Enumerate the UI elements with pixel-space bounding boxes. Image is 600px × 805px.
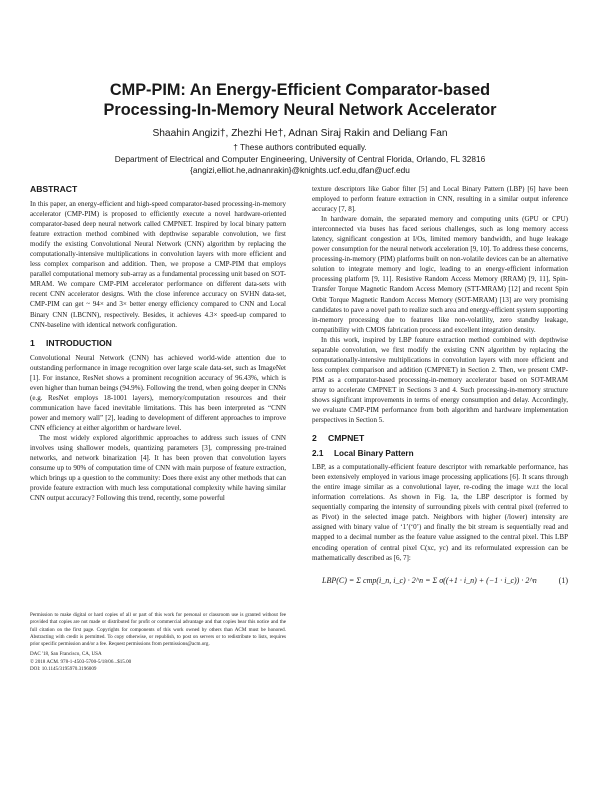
right-column bbox=[312, 184, 568, 604]
subsection-number: 2.1 bbox=[312, 449, 324, 459]
intro-paragraph-4: In hardware domain, the separated memory and computing units (GPU or CPU) interconnected via buses has faced serious challenges, such as long memory access latency, significant congestion at I/Os, limited memory bandwidth, and huge leakage power consumption for the neural network acceleration [9, 10]. To address these concerns, processing-in-memory (PIM) platforms built on non-volatile devices can be an alternative solution to integrate memory and logic, leading to an energy-efficient information processing platform [9, 11]. Resistive Random Access Memory (RRAM) [9, 11], Spin-Transfer Torque Magnetic Random Access Memory (STT-MRAM) [12] and recent Spin Orbit Torque Magnetic Random Access Memory (SOT-MRAM) [13] are very promising candidates to pave a novel path to realize such area and energy-efficient system supporting in-memory processing due to features like non-volatility, zero standby leakage, compatibility with CMOS fabrication process and excellent integration density. bbox=[312, 215, 568, 334]
lbp-paragraph: LBP, as a computationally-efficient feature descriptor with remarkable performance, has been extensively employed in various image processing applications [6]. It scans through the entire image similar as a convolutional layer, re-coding the image w.r.t the local information correlations. As shown in Fig. 1a, the LBP descriptor is formed by sequentially comparing the intensity of surrounding pixels with central pixel (referred to as Pivot) in the selected image patch. Neighbors with higher (/lower) intensity are assigned with binary value of ‘1’(‘0’) and finally the bit stream is sequentially read and mapped to a decimal number as the feature value assigned to the central pixel. This LBP encoding operation of central pixel C(xc, yc) and its reformulated expression can be mathematically described as [6, 7]: bbox=[312, 463, 568, 562]
title-line-1: CMP-PIM: An Energy-Efficient Comparator-based bbox=[109, 81, 491, 99]
affiliation: Department of Electrical and Computer Engineering, University of Central Florida, Orlando, FL 32816 bbox=[114, 153, 486, 164]
copyright-line: © 2018 ACM. 978-1-4503-5700-5/18/06...$15.00 bbox=[30, 658, 132, 665]
abstract-text: In this paper, an energy-efficient and high-speed comparator-based processing-in-memory accelerator (CMP-PIM) is proposed to efficiently execute a novel hardware-oriented comparator-based deep neural network called CMPNET. Inspired by local binary pattern feature extraction method combined with depthwise separable convolution, we first modify the existing Convolutional Neural Network (CNN) algorithm by replacing the computationally-intensive multiplications in convolution layers with more efficient and less complex comparison and addition. Then, we propose a CMP-PIM that employs parallel computational memory sub-array as a fundamental processing unit based on SOT-MRAM. We compare CMP-PIM accelerator performance on different data-sets with recent CNN accelerator designs. With the close inference accuracy on SVHN data-set, CMP-PIM can get ~ 94× and 3× better energy efficiency compared to CNN and Local Binary CNN (LBCNN), respectively. Besides, it achieves 4.3× speed-up compared to CNN-baseline with identical network configuration. bbox=[30, 200, 286, 329]
equal-contribution-note: † These authors contributed equally. bbox=[233, 142, 367, 152]
title-line-2: Processing-In-Memory Neural Network Accelerator bbox=[103, 101, 497, 119]
section-title: CMPNET bbox=[328, 433, 365, 444]
permission-footnote bbox=[30, 612, 286, 673]
equation-1 bbox=[312, 570, 568, 604]
left-column bbox=[30, 184, 286, 503]
intro-paragraph-3: texture descriptors like Gabor filter [5] and Local Binary Pattern (LBP) [6] have been employed to perform feature extraction in CNN, resulting in a similar output inference accuracy [7, 8]. bbox=[312, 185, 568, 214]
permission-text: Permission to make digital or hard copies of all or part of this work for personal or classroom use is granted without fee provided that copies are not made or distributed for profit or commercial advantage and that copies bear this notice and the full citation on the first page. Copyrights for components of this work owned by others than ACM must be honored. Abstracting with credit is permitted. To copy otherwise, or republish, to post on servers or to redistribute to lists, requires prior specific permission and/or a fee. Request permissions from permissions@acm.org. bbox=[30, 612, 286, 648]
intro-paragraph-1: Convolutional Neural Network (CNN) has achieved world-wide attention due to outstanding performance in image recognition over large scale data-set, such as ImageNet [1]. For instance, ResNet shows a prominent recognition accuracy of 96.43%, which is even higher than human beings (94.9%). Following the trend, when going deeper in CNNs (e.g. ResNet employs 18-1001 layers), memory/computation resources and their communication have faced inevitable limitations. This has been interpreted as “CNN power and memory wall” [2], leading to development of different approaches to improve CNN efficiency at either algorithm or hardware level. bbox=[30, 353, 286, 432]
section-title: INTRODUCTION bbox=[46, 337, 112, 348]
author-list: Shaahin Angizi†, Zhezhi He†, Adnan Siraj Rakin and Deliang Fan bbox=[152, 128, 448, 139]
author-emails: {angizi,elliot.he,adnanrakin}@knights.ucf.edu,dfan@ucf.edu bbox=[190, 165, 410, 175]
section-introduction-heading bbox=[30, 338, 286, 349]
intro-paragraph-2: The most widely explored algorithmic approaches to address such issues of CNN involves using shallower models, quantizing parameters [3], compressing pre-trained networks, and network binarization [4]. It has been proven that convolution layers consume up to 90% of computation time of CNN with main purpose of feature extraction, which brings up a question to the community: Does there exist any other methods that can provide feature extraction with much less computational complexity while having similar CNN output accuracy? Following this trend, recently, some powerful bbox=[30, 433, 286, 503]
equation-body: LBP(C) = Σ cmp(i_n, i_c) · 2^n = Σ σ((+1 · i_n) + (−1 · i_c)) · 2^n bbox=[322, 575, 537, 585]
venue-line: DAC '18, San Francisco, CA, USA bbox=[30, 651, 102, 658]
intro-paragraph-5: In this work, inspired by LBP feature extraction method combined with depthwise separable convolution, we first modify the existing CNN algorithm by replacing the computationally-intensive multiplications in convolution layers with more efficient and less complex comparison and addition (CMPNET) in Section 2. Then, we present CMP-PIM as a comparator-based processing-in-memory accelerator based on SOT-MRAM array to accelerate CMPNET in Sections 3 and 4. Such processing-in-memory structure shows significant improvements in terms of energy consumption and delay. Accordingly, we evaluate CMP-PIM performance from both algorithm and hardware implementation perspectives in Section 5. bbox=[312, 335, 568, 425]
paper-header bbox=[30, 80, 570, 177]
equation-number: (1) bbox=[558, 575, 568, 585]
section-number: 1 bbox=[30, 337, 35, 348]
section-cmpnet-heading bbox=[312, 433, 568, 444]
abstract-heading: ABSTRACT bbox=[30, 184, 78, 194]
paper-title bbox=[30, 80, 570, 120]
subsection-lbp-heading bbox=[312, 448, 568, 459]
section-number: 2 bbox=[312, 433, 317, 444]
subsection-title: Local Binary Pattern bbox=[334, 449, 414, 459]
doi-line: DOI: 10.1145/3195970.3196009 bbox=[30, 666, 97, 673]
